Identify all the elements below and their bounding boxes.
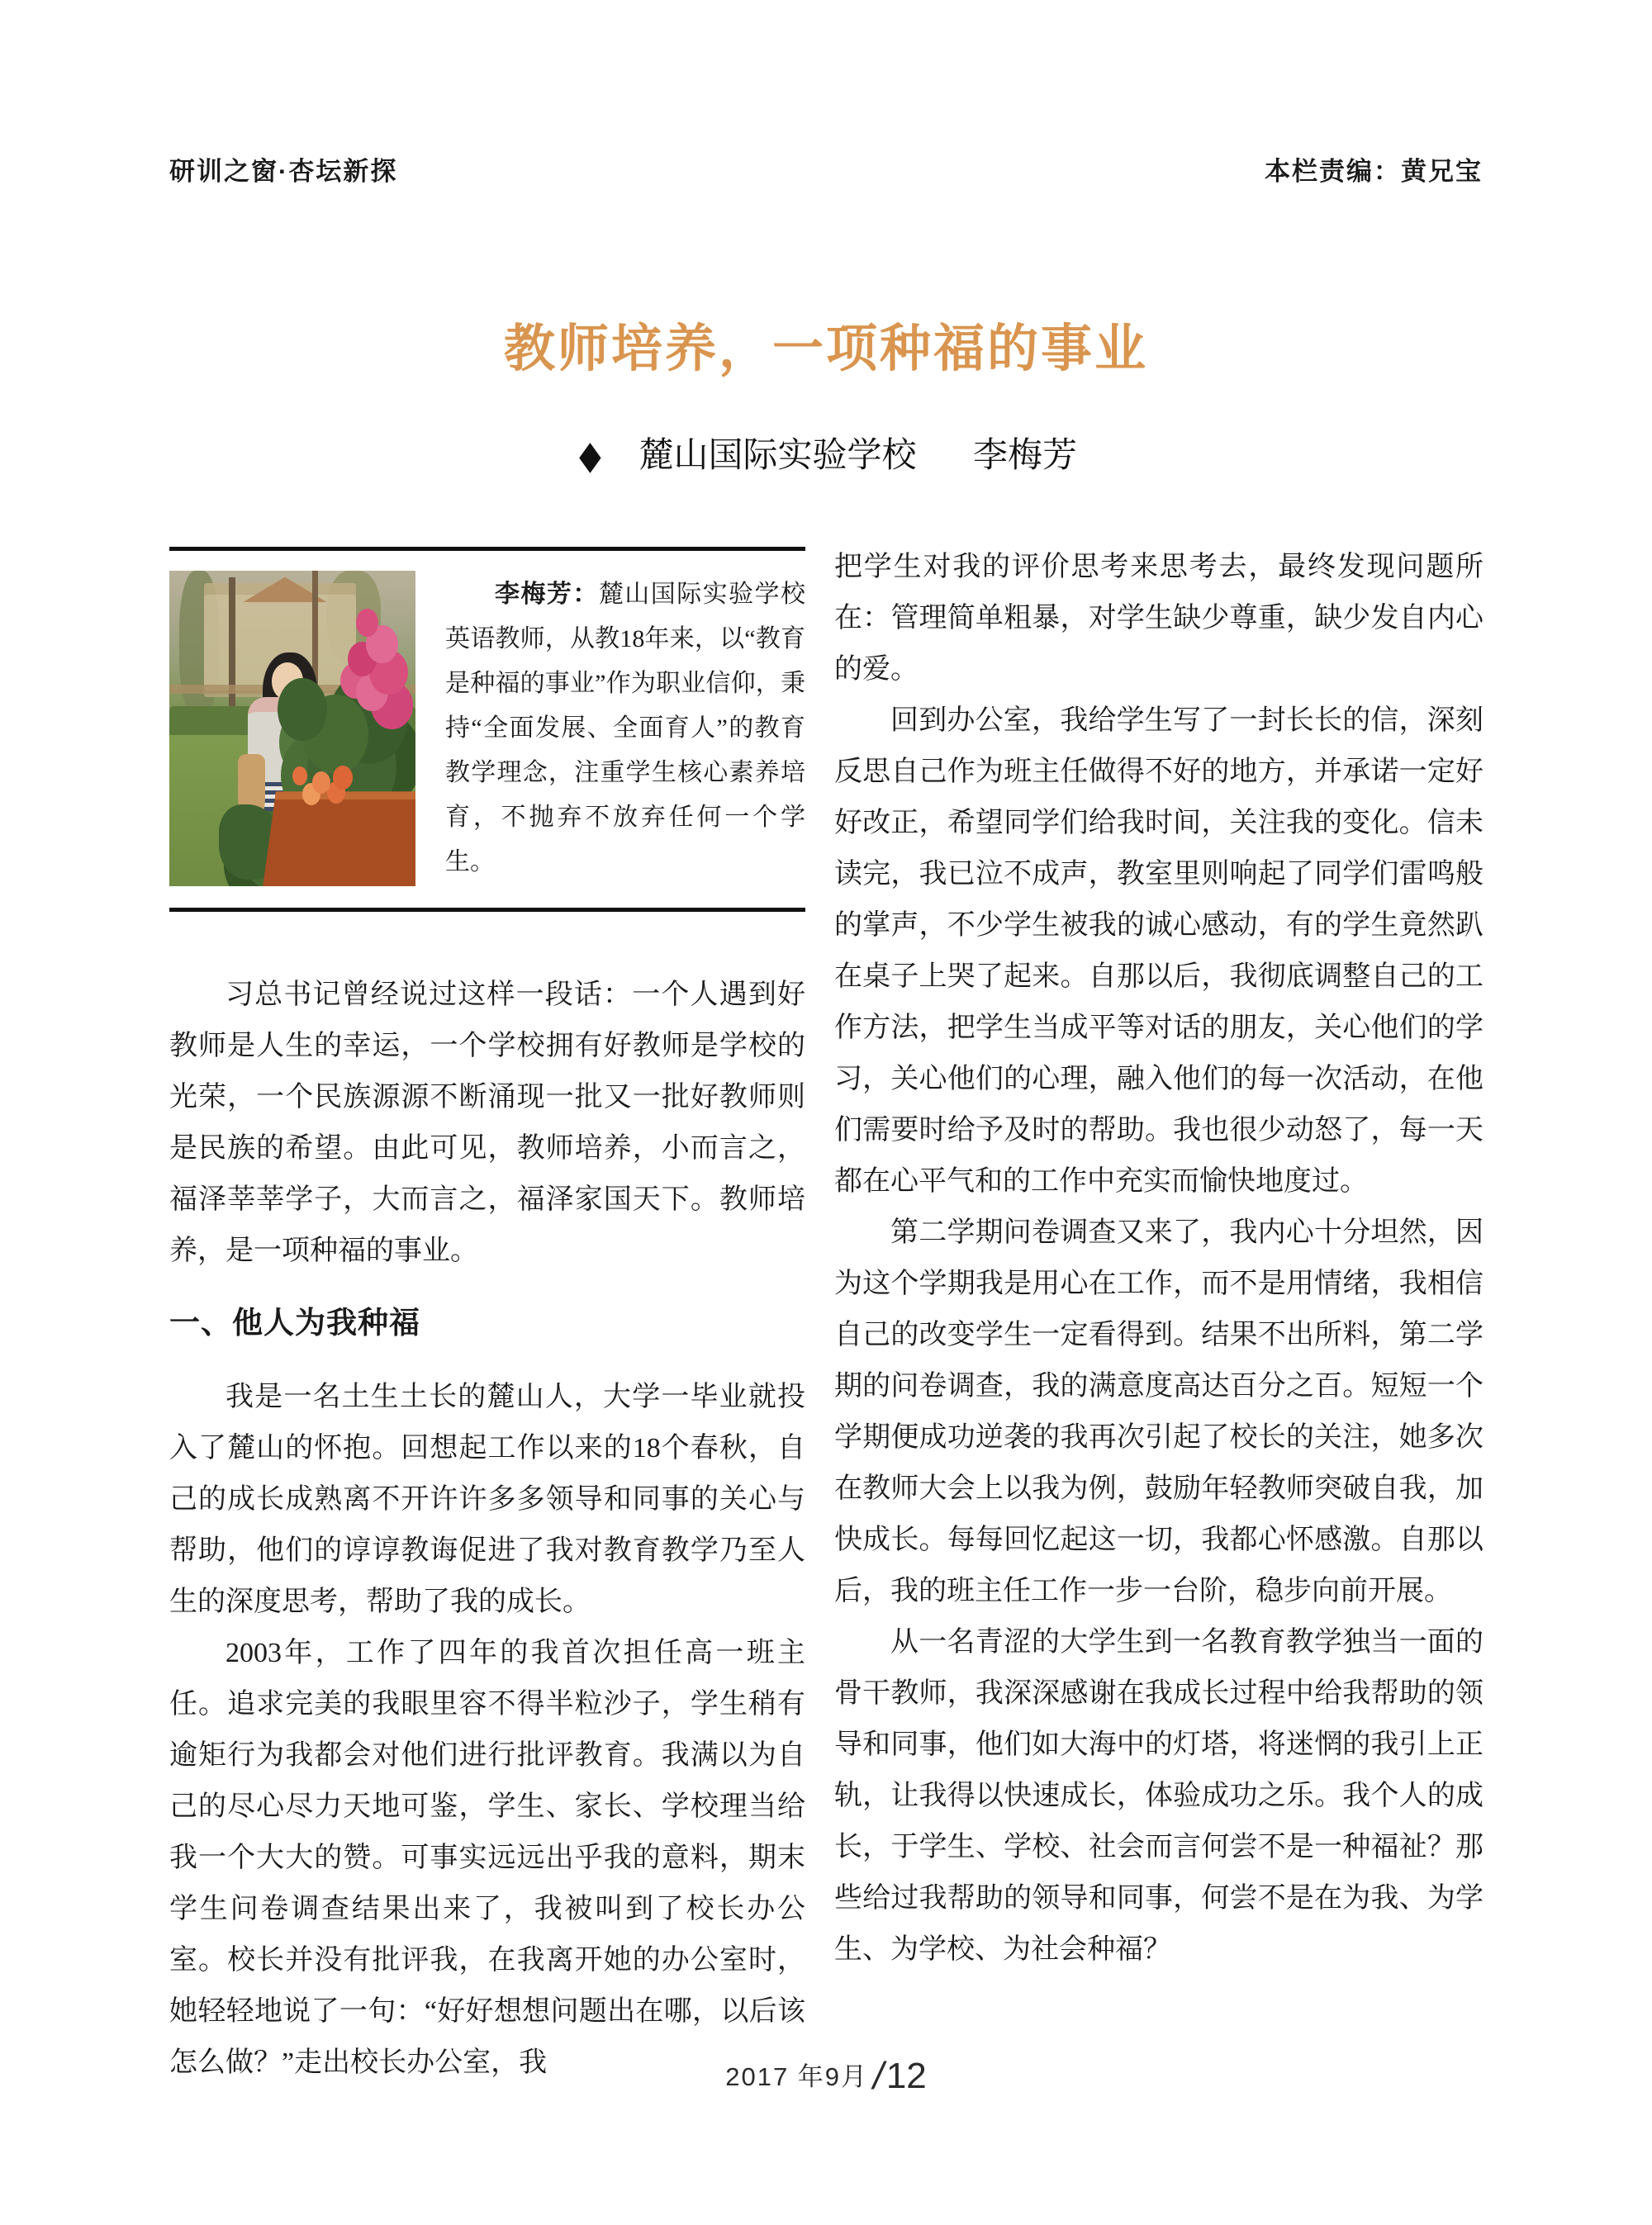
byline: [0, 428, 1652, 478]
paragraph-2: 我是一名土生土长的麓山人，大学一毕业就投入了麓山的怀抱。回想起工作以来的18个春秋，自己的成长成熟离不开许许多多领导和同事的关心与帮助，他们的谆谆教诲促进了我对教育教学乃至人生的深度思考，帮助了我的成长。: [169, 1381, 805, 1617]
author-photo: [169, 571, 415, 886]
running-head-column-name: 研训之窗·杏坛新探: [169, 157, 398, 186]
footer-page-number: 12: [885, 2056, 927, 2096]
right-column: [834, 542, 1483, 1976]
author-bio-box: [169, 547, 805, 912]
photo-foliage: [278, 678, 327, 741]
paragraph-4: 回到办公室，我给学生写了一封长长的信，深刻反思自己作为班主任做得不好的地方，并承诺一定好好改正，希望同学们给我时间，关注我的变化。信未读完，我已泣不成声，教室里则响起了同学们雷鸣般的掌声，不少学生被我的诚心感动，有的学生竟然趴在桌子上哭了起来。自那以后，我彻底调整自己的工作方法，把学生当成平等对话的朋友，关心他们的学习，关心他们的心理，融入他们的每一次活动，在他们需要时给予及时的帮助。我也很少动怒了，每一天都在心平气和的工作中充实而愉快地度过。: [834, 705, 1483, 1197]
paragraph-5: 第二学期问卷调查又来了，我内心十分坦然，因为这个学期我是用心在工作，而不是用情绪，我相信自己的改变学生一定看得到。结果不出所料，第二学期的问卷调查，我的满意度高达百分之百。短短一个学期便成功逆袭的我再次引起了校长的关注，她多次在教师大会上以我为例，鼓励年轻教师突破自我，加快成长。每每回忆起这一切，我都心怀感激。自那以后，我的班主任工作一步一台阶，稳步向前开展。: [834, 1217, 1483, 1606]
author-name: 李梅芳：: [495, 581, 599, 608]
paragraph-3: 2003年，工作了四年的我首次担任高一班主任。追求完美的我眼里容不得半粒沙子，学生稍有逾矩行为我都会对他们进行批评教育。我满以为自己的尽心尽力天地可鉴，学生、家长、学校理当给我一个大大的赞。可事实远远出乎我的意料，期末学生问卷调查结果出来了，我被叫到了校长办公室。校长并没有批评我，在我离开她的办公室时，她轻轻地说了一句：“好好想想问题出在哪，以后该怎么做？”走出校长办公室，我: [169, 1637, 805, 2078]
diamond-bullet-icon: ◆: [579, 434, 601, 477]
byline-school: 麓山国际实验学校: [638, 437, 917, 475]
footer-slash: /: [873, 2054, 884, 2097]
byline-author: 李梅芳: [972, 437, 1077, 475]
running-head-editor: 本栏责编：黄兄宝: [1265, 157, 1483, 186]
article-title: 教师培养，一项种福的事业: [503, 321, 1148, 377]
author-bio-body: 麓山国际实验学校英语教师，从教18年来，以“教育是种福的事业”作为职业信仰，秉持“全面发展、全面育人”的教育教学理念，注重学生核心素养培育，不抛弃不放弃任何一个学生。: [445, 581, 806, 875]
paragraph-6: 从一名青涩的大学生到一名教育教学独当一面的骨干教师，我深深感谢在我成长过程中给我帮助的领导和同事，他们如大海中的灯塔，将迷惘的我引上正轨，让我得以快速成长，体验成功之乐。我个人的成长，于学生、学校、社会而言何尝不是一种福祉？那些给过我帮助的领导和同事，何尝不是在为我、为学生、为学校、为社会种福？: [834, 1627, 1483, 1965]
section-heading-1: 一、他人为我种福: [169, 1306, 420, 1340]
photo-planter-box: [263, 791, 415, 886]
photo-orange-flowers: [292, 766, 307, 785]
footer-date: 2017 年9月: [725, 2062, 869, 2091]
author-bio-text: [445, 572, 805, 885]
page-footer: [0, 2053, 1652, 2098]
paragraph-3-continued: 把学生对我的评价思考来思考去，最终发现问题所在：管理简单粗暴，对学生缺少尊重，缺少发自内心的爱。: [834, 552, 1483, 685]
paragraph-intro: 习总书记曾经说过这样一段话：一个人遇到好教师是人生的幸运，一个学校拥有好教师是学校的光荣，一个民族源源不断涌现一批又一批好教师则是民族的希望。由此可见，教师培养，小而言之，福泽莘莘学子，大而言之，福泽家国天下。教师培养，是一项种福的事业。: [169, 980, 805, 1266]
left-column: [169, 547, 805, 2089]
